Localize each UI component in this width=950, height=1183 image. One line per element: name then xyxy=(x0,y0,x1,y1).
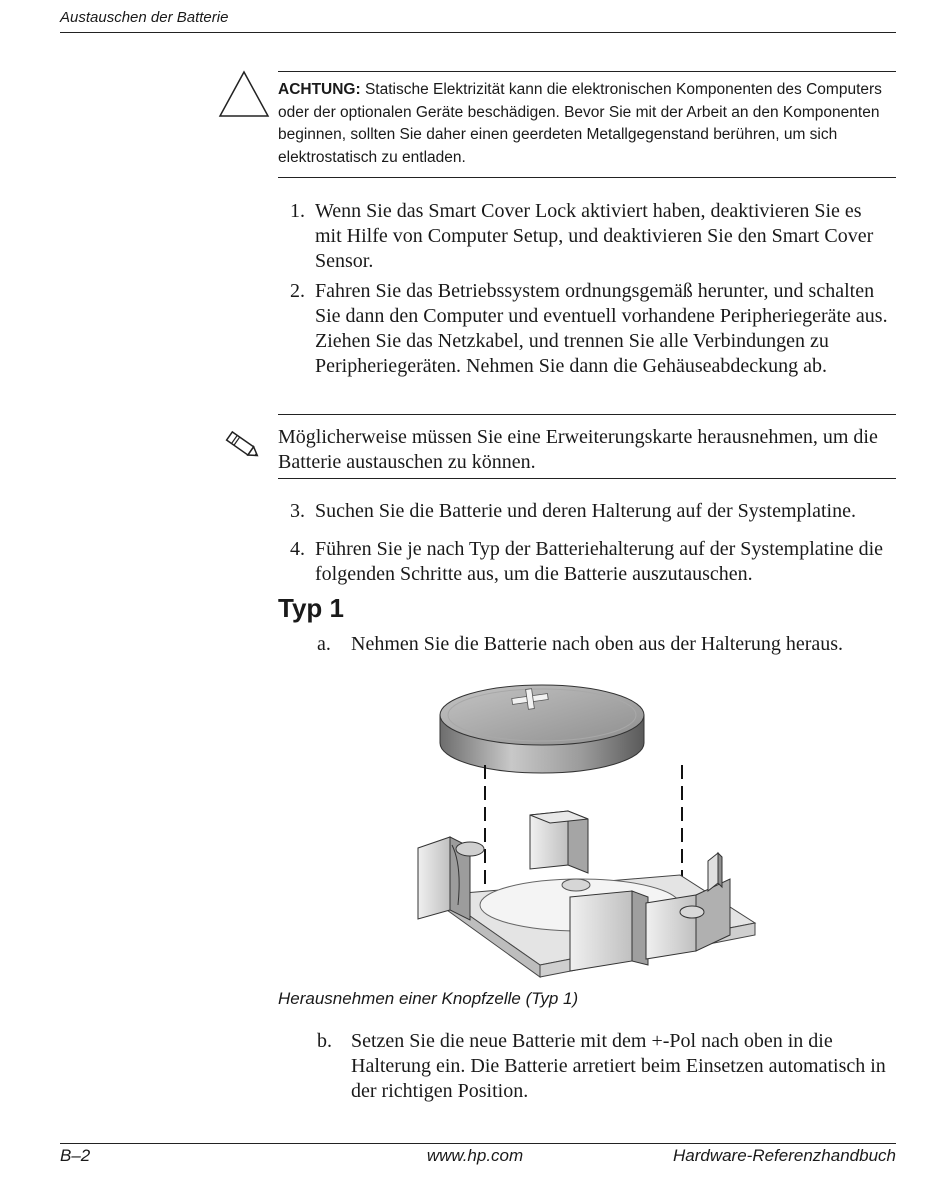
step-2 xyxy=(290,279,890,379)
step-text: Führen Sie je nach Typ der Batteriehalterung auf der Systemplatine die folgenden Schritte aus, um die Batterie auszutauschen. xyxy=(315,538,884,585)
battery-removal-illustration xyxy=(400,665,780,985)
book-title: Hardware-Referenzhandbuch xyxy=(672,1146,896,1165)
step-number: 1. xyxy=(290,200,305,222)
substep-label: a. xyxy=(317,633,331,655)
step-text: Fahren Sie das Betriebssystem ordnungsgemäß herunter, und schalten Sie dann den Computer und eventuell vorhandene Peripheriegeräte aus. Ziehen Sie das Netzkabel, und trennen Sie alle Verbindungen zu Peripheriegeräten. Nehmen Sie dann die Gehäuseabdeckung ab. xyxy=(315,280,888,377)
coin-cell-battery xyxy=(440,685,644,773)
substep-a xyxy=(317,632,897,657)
page-number: B–2 xyxy=(60,1146,91,1165)
caution-rule-top xyxy=(278,71,896,72)
step-4 xyxy=(290,537,890,587)
header-rule xyxy=(60,32,896,33)
step-number: 3. xyxy=(290,500,305,522)
caution-label: ACHTUNG: xyxy=(278,81,361,98)
running-header: Austauschen der Batterie xyxy=(60,9,229,26)
substep-label: b. xyxy=(317,1030,332,1052)
substep-b xyxy=(317,1029,897,1104)
footer-rule xyxy=(60,1143,896,1144)
step-1 xyxy=(290,199,890,274)
footer-url: www.hp.com xyxy=(426,1146,524,1165)
substep-text: Nehmen Sie die Batterie nach oben aus der Halterung heraus. xyxy=(351,633,844,655)
substep-text: Setzen Sie die neue Batterie mit dem +-Pol nach oben in die Halterung ein. Die Batterie arretiert beim Einsetzen automatisch in der richtigen Position. xyxy=(351,1030,886,1102)
figure-caption: Herausnehmen einer Knopfzelle (Typ 1) xyxy=(278,989,579,1008)
step-text: Suchen Sie die Batterie und deren Halterung auf der Systemplatine. xyxy=(315,500,856,522)
step-number: 4. xyxy=(290,538,305,560)
caution-rule-bottom xyxy=(278,177,896,178)
battery-holder xyxy=(418,811,755,977)
note-rule-top xyxy=(278,414,896,415)
note-rule-bottom xyxy=(278,478,896,479)
step-text: Wenn Sie das Smart Cover Lock aktiviert haben, deaktivieren Sie es mit Hilfe von Computer Setup, und deaktivieren Sie den Smart Cover Sensor. xyxy=(315,200,874,272)
caution-body: Statische Elektrizität kann die elektronischen Komponenten des Computers oder der optionalen Geräte beschädigen. Bevor Sie mit der Arbeit an den Komponenten beginnen, sollten Sie daher einen geerdeten Metallgegenstand berühren, um sich elektrostatisch zu entladen. xyxy=(278,81,882,166)
step-number: 2. xyxy=(290,280,305,302)
warning-triangle-icon xyxy=(218,70,270,118)
note-text: Möglicherweise müssen Sie eine Erweiterungskarte herausnehmen, um die Batterie austauschen zu können. xyxy=(278,426,878,473)
step-3 xyxy=(290,499,890,524)
pencil-note-icon xyxy=(222,428,262,464)
caution-text xyxy=(278,79,888,169)
section-heading: Typ 1 xyxy=(278,593,344,623)
